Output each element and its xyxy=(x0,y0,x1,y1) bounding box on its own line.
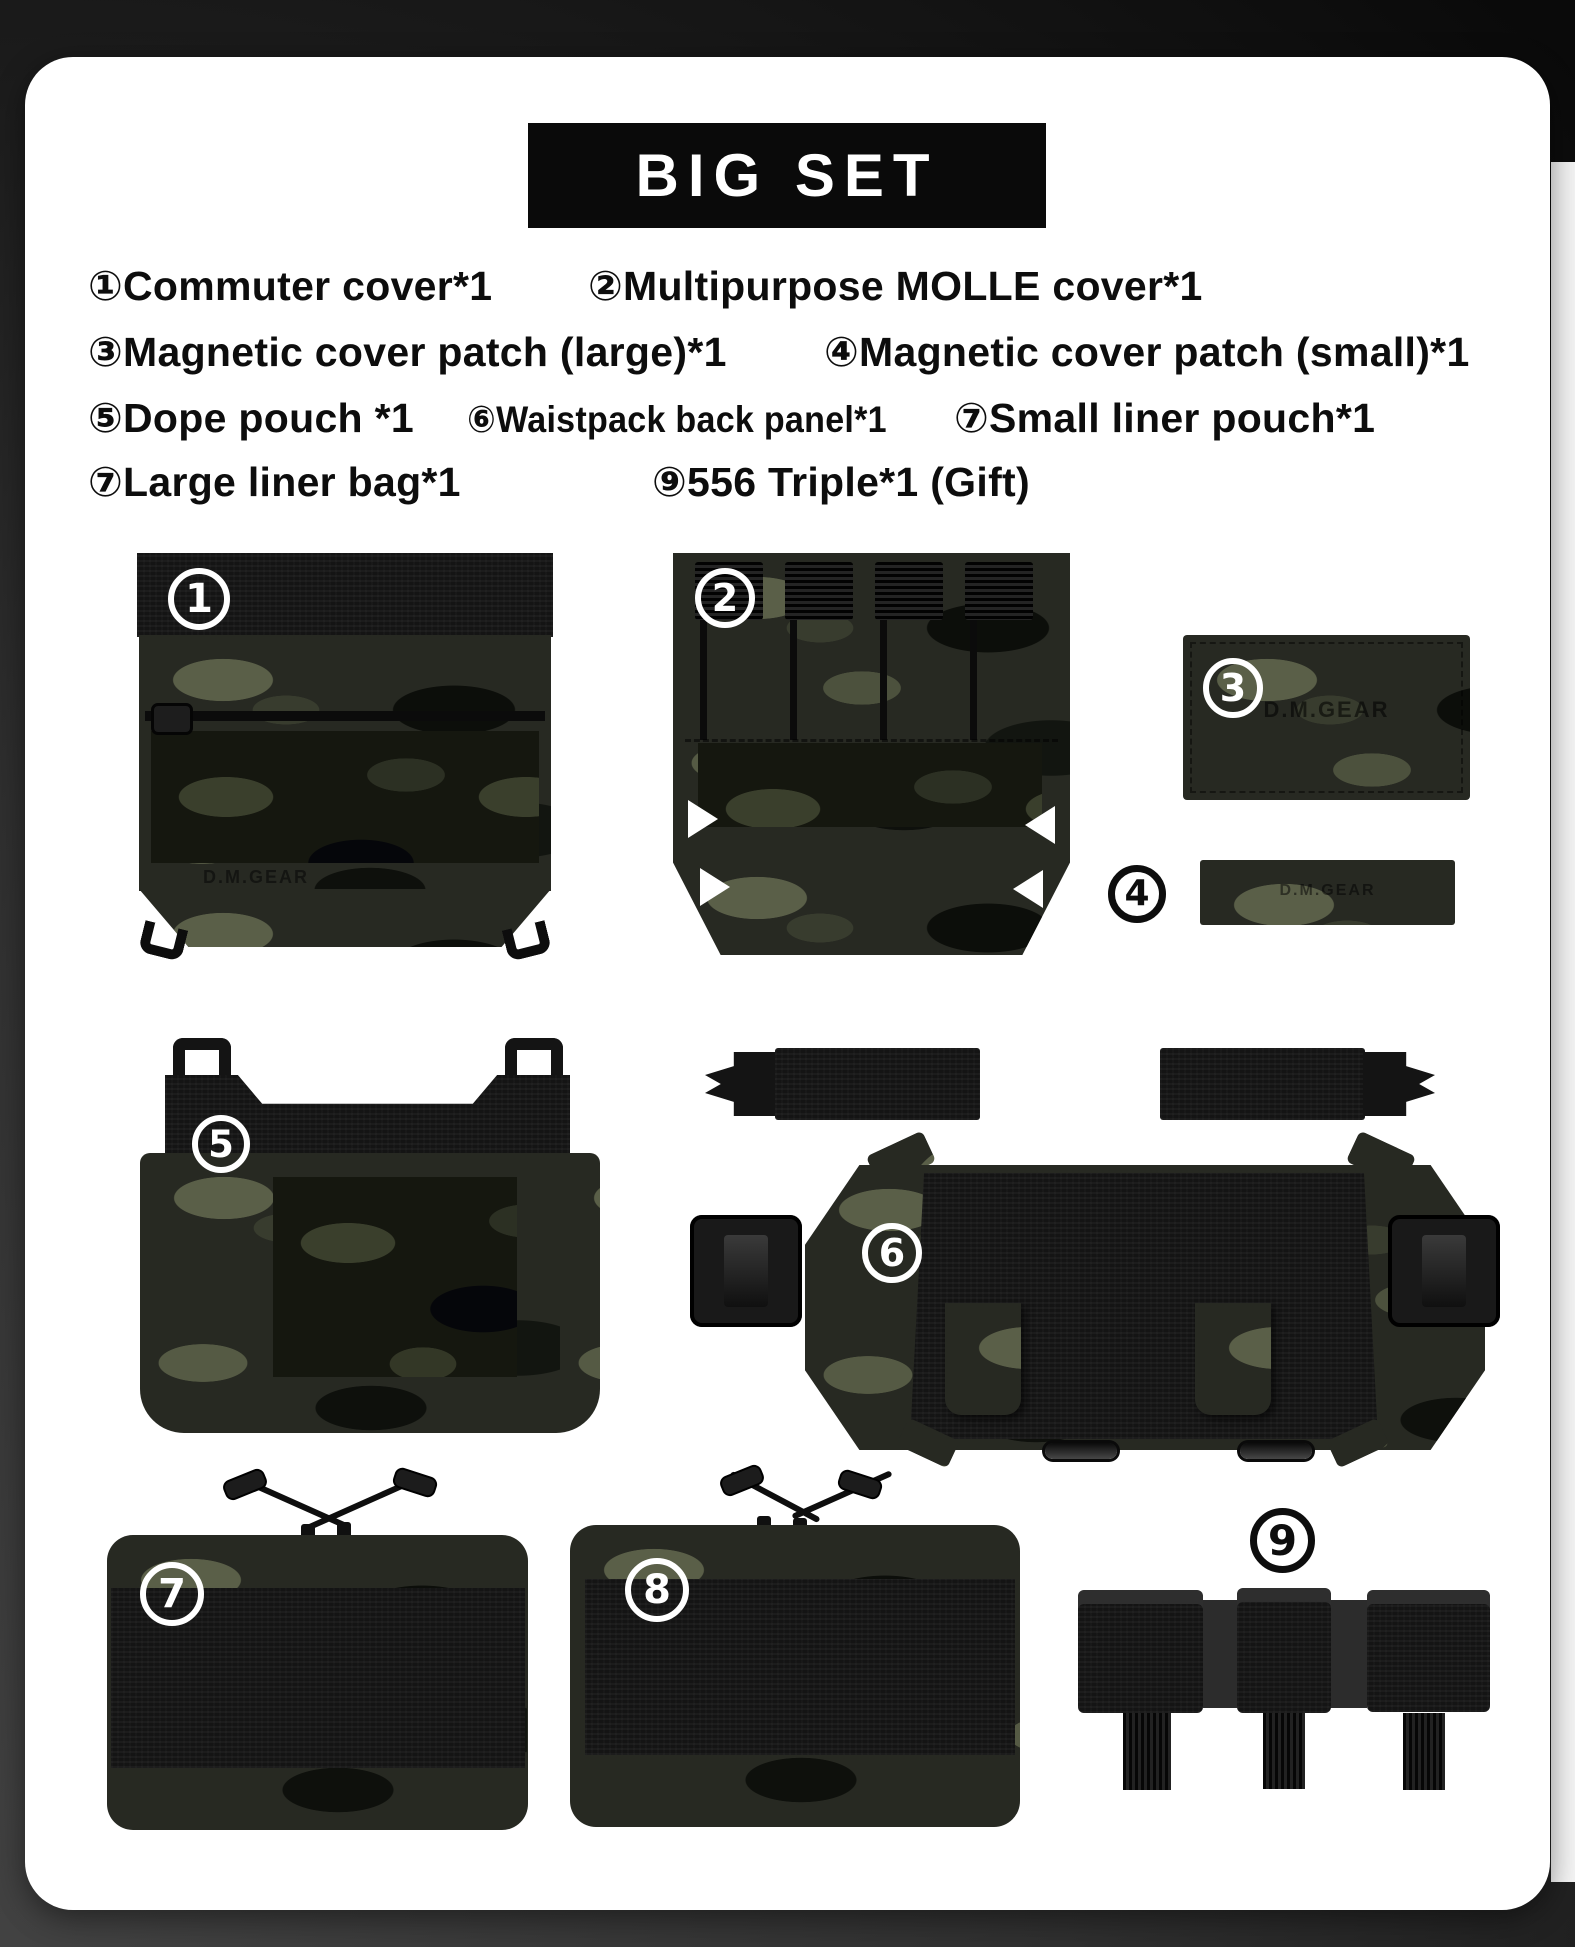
front-strap xyxy=(945,1303,1021,1415)
zipper-pull xyxy=(151,703,193,735)
retention-strap xyxy=(1263,1713,1305,1789)
molle-strap xyxy=(700,620,707,740)
product-3-patch-large-photo xyxy=(1183,635,1470,800)
cord-lock xyxy=(221,1467,270,1503)
mag-sleeve xyxy=(1367,1590,1490,1712)
page-background-strip xyxy=(1551,162,1575,1882)
pouch-bottom xyxy=(139,889,551,947)
legend-item-5: ⑤Dope pouch *1 xyxy=(88,395,414,441)
magnetic-buckle xyxy=(690,1215,802,1327)
product-4-patch-small-photo xyxy=(1200,860,1455,925)
front-strap xyxy=(1195,1303,1271,1415)
legend-item-1: ①Commuter cover*1 xyxy=(88,263,493,309)
buckle-strap xyxy=(1160,1048,1365,1120)
item-4-number-badge: 4 xyxy=(1108,865,1166,923)
item-8-number-badge: 8 xyxy=(625,1558,689,1622)
item-3-number-badge: 3 xyxy=(1203,658,1263,718)
item-1-number-badge: 1 xyxy=(168,568,230,630)
item-6-number-badge: 6 xyxy=(862,1223,922,1283)
product-5-dope-pouch-photo xyxy=(140,1030,600,1440)
retention-strap xyxy=(1403,1713,1445,1790)
legend-item-8: ⑦Large liner bag*1 xyxy=(88,459,461,505)
magnetic-buckle xyxy=(1388,1215,1500,1327)
item-9-number-badge: 9 xyxy=(1250,1508,1315,1573)
grommet-bar xyxy=(1045,1443,1117,1459)
cord-lock xyxy=(718,1463,767,1499)
legend-item-7: ⑦Small liner pouch*1 xyxy=(954,395,1376,441)
velcro-band xyxy=(698,743,1042,827)
molle-strap xyxy=(790,620,797,740)
legend-item-2: ②Multipurpose MOLLE cover*1 xyxy=(588,263,1203,309)
title-banner-text: BIG SET xyxy=(635,142,939,209)
grommet-bar xyxy=(1240,1443,1312,1459)
title-banner xyxy=(528,123,1046,228)
sleeve-gap xyxy=(1330,1600,1367,1708)
legend-item-6: ⑥Waistpack back panel*1 xyxy=(467,399,887,440)
mag-sleeve xyxy=(1078,1590,1203,1713)
item-5-number-badge: 5 xyxy=(192,1115,250,1173)
product-7-liner-pouch-photo xyxy=(105,1472,535,1890)
zipper xyxy=(145,711,545,721)
product-8-liner-bag-photo xyxy=(570,1462,1020,1832)
legend-item-9: ⑨556 Triple*1 (Gift) xyxy=(652,459,1030,505)
product-9-556-triple-photo xyxy=(1078,1505,1490,1795)
product-2-molle-cover-photo xyxy=(673,553,1070,955)
brand-mark: D.M.GEAR xyxy=(1279,882,1376,899)
molle-strap xyxy=(880,620,887,740)
elastic-strip xyxy=(875,562,943,620)
product-6-waistpack-panel-photo xyxy=(805,1165,1485,1450)
molle-strap xyxy=(970,620,977,740)
item-7-number-badge: 7 xyxy=(140,1562,204,1626)
legend-item-4: ④Magnetic cover patch (small)*1 xyxy=(824,329,1470,375)
item-2-number-badge: 2 xyxy=(695,568,755,628)
velcro-field xyxy=(151,731,539,863)
sleeve-gap xyxy=(1203,1600,1237,1708)
brand-mark: D.M.GEAR xyxy=(1263,697,1390,722)
stitch-line xyxy=(685,739,1058,742)
elastic-strip xyxy=(965,562,1033,620)
product-1-commuter-cover-photo xyxy=(137,553,553,973)
velcro-field xyxy=(273,1177,517,1377)
attachment-hook xyxy=(173,1038,231,1076)
legend-item-3: ③Magnetic cover patch (large)*1 xyxy=(88,329,727,375)
attachment-hook xyxy=(505,1038,563,1076)
retention-strap xyxy=(1123,1713,1171,1790)
elastic-strip xyxy=(785,562,853,620)
buckle-strap xyxy=(775,1048,980,1120)
mag-sleeve xyxy=(1237,1588,1331,1713)
brand-mark: D.M.GEAR xyxy=(203,867,309,887)
